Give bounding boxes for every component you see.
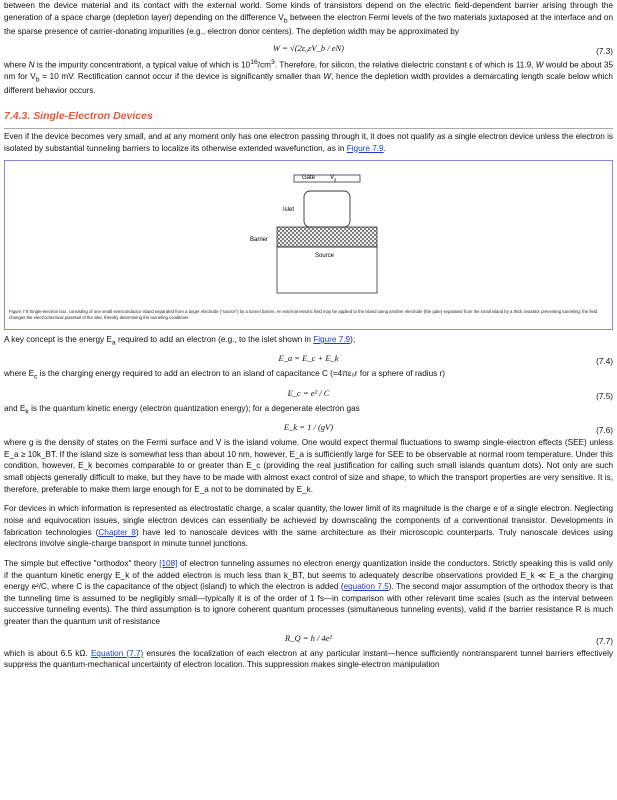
equation-7-7-link[interactable]: Equation (7.7) [90, 648, 144, 658]
source-label: Source [315, 253, 335, 260]
gate-label: Gate [302, 175, 316, 182]
equation-7-3 [4, 42, 613, 54]
document-page [4, 0, 613, 671]
chapter-8-link[interactable]: Chapter 8 [98, 527, 136, 537]
figure-7-9 [4, 160, 613, 330]
equation-body: E_c = e² / C [287, 387, 330, 398]
tunnel-barrier [277, 227, 377, 247]
islet-shape [304, 191, 350, 227]
equation-7-7 [4, 632, 613, 644]
paragraph-depletion-intro: between the device material and its contact with the external world. Some kinds of transistors depend on the electric field-dependent barrier arising through the generation of a space charge (depletion layer) depending on the difference $V_b$ between the electron Fermi levels of the two materials juxtaposed at the interface and on the sparse presence of carrier-donating impurities (e.g., electron donor centers). The depletion width may be approximated by [4, 1, 613, 36]
paragraph-kinetic-energy: and $E_k$ is the quantum kinetic energy (electron quantization energy); for a degenerate electron gas [4, 403, 360, 416]
equation-number: (7.5) [596, 391, 613, 401]
vg-label: $V_g$ [330, 175, 337, 182]
equation-7-5-link[interactable]: equation 7.5 [343, 582, 389, 592]
equation-number: (7.6) [596, 426, 613, 436]
figure-diagram [5, 161, 612, 327]
equation-body: R_Q = h / 4e² [285, 632, 332, 643]
section-heading: 7.4.3. Single-Electron Devices [4, 109, 613, 129]
paragraph-single-electron-intro: Even if the device becomes very small, and at any moment only has one electron passing through it, it does not qualify as a single electron device unless the electron is isolated by substantial tunneling barriers to localize its otherwise extended wavefunction, as in Figure 7.9. [4, 131, 613, 153]
equation-number: (7.7) [596, 636, 613, 646]
equation-body: W = √(2ε₀εV_b / eN) [272, 42, 345, 53]
paragraph-resistance-quantum: which is about 6.5 kΩ. Equation (7.7) ensures the localization of each electron at any particular instant—hence sufficiently nontransparent tunnel barriers effectively suppress the quantum-mechanical uncertainty of electron location. This suppression makes single-electron manipulation [4, 648, 613, 670]
islet-label: Islet [283, 207, 295, 214]
figure-7-9-link[interactable]: Figure 7.9 [346, 143, 384, 153]
paragraph-electrostatic-charge: For devices in which information is represented as electrostatic charge, a scalar quantity, the lower limit of its magnitude is the charge e of a single electron. Neglecting noise and equivocation issues, single electron devices can essentially be achieved by downscaling the components of a conventional transistor. Developments in fabrication technologies (Chapter 8) have led to nanoscale devices with the same architecture as their microscopic counterparts. Truly nanoscale devices using electrons involve single-charge transport in minute tunnel junctions. [4, 504, 613, 549]
equation-body: E_k = 1 / (gV) [283, 422, 334, 433]
paragraph-density-of-states: where g is the density of states on the Fermi surface and V is the island volume. One would expect thermal fluctuations to swamp single-electron effects (SEE) unless E_a ≥ 10k_BT. If the island size is somewhat less than about 10 nm, however, E_a is sufficiently large for SEE to be observable at normal room temperature. Under this condition, however, E_k becomes comparable to or greater than E_c (providing the real justification for calling such small islands quantum dots). Not only are such small objects generally difficult to make, but they have to be made with almost exact control of size and shape, to which the transport properties are very sensitive. It is, therefore, preferable to make them large enough for E_a not to be dominated by E_k. [4, 438, 613, 494]
barrier-label: Barrier [250, 237, 269, 244]
equation-number: (7.4) [596, 357, 613, 367]
equation-7-4 [4, 352, 613, 367]
equation-body: E_a = E_c + E_k [278, 353, 339, 364]
figure-caption: Figure 7.9 Single-electron box, consisting of one small semiconductor island separated from a larger electrode ("source") by a tunnel barrier. An external electric field may be applied to the island using another electrode (the gate) separated from the small island by a thick insulator preventing tunneling; the field changes the electrochemical potential of the islet, thereby determining the tunneling conditions [9, 309, 598, 320]
paragraph-impurity: where N is the impurity concentrationt, a typical value of which is $10^{16}/cm^3$. Therefore, for silicon, the relative dielectric constant ε of which is 11.9, W would be about 35 nm for $V_b = 10$ mV. Rectification cannot occur if the device is significantly smaller than W, hence the depletion width provides a demarcating length scale below which different behavior occurs. [4, 58, 614, 96]
reference-108-link[interactable]: [108] [159, 558, 178, 568]
equation-7-6 [4, 421, 613, 436]
figure-7-9-link-2[interactable]: Figure 7.9 [313, 335, 351, 345]
paragraph-orthodox-theory: The simple but effective "orthodox" theory [108] of electron tunneling assumes no electron energy quantization inside the conductors. Strictly speaking this is valid only if the quantum kinetic energy E_k of the added electron is much less than k_BT, but seems to adequately describe observations provided E_k ≪ E_a the charging energy e²/C, where C is the capacitance of the object (island) to which the electron is added (equation 7.5). The second major assumption of the orthodox theory is that the tunneling time is assumed to be negligibly small—typically it is of the order of 1 fs—in comparison with other relevant time scales (such as the interval between successive tunneling events). The third assumption is to ignore coherent quantum processes (simultaneous tunneling events), valid if the barrier resistance R is much greater than the quantum unit of resistance [4, 558, 614, 627]
paragraph-charging-energy: where $E_c$ is the charging energy required to add an electron to an island of capacitance C (=4πε₀r for a sphere of radius r) [4, 369, 445, 382]
paragraph-key-concept: A key concept is the energy $E_a$ required to add an electron (e.g., to the islet shown in Figure 7.9); [4, 335, 356, 347]
equation-7-5 [4, 387, 613, 399]
equation-number: (7.3) [596, 46, 613, 56]
